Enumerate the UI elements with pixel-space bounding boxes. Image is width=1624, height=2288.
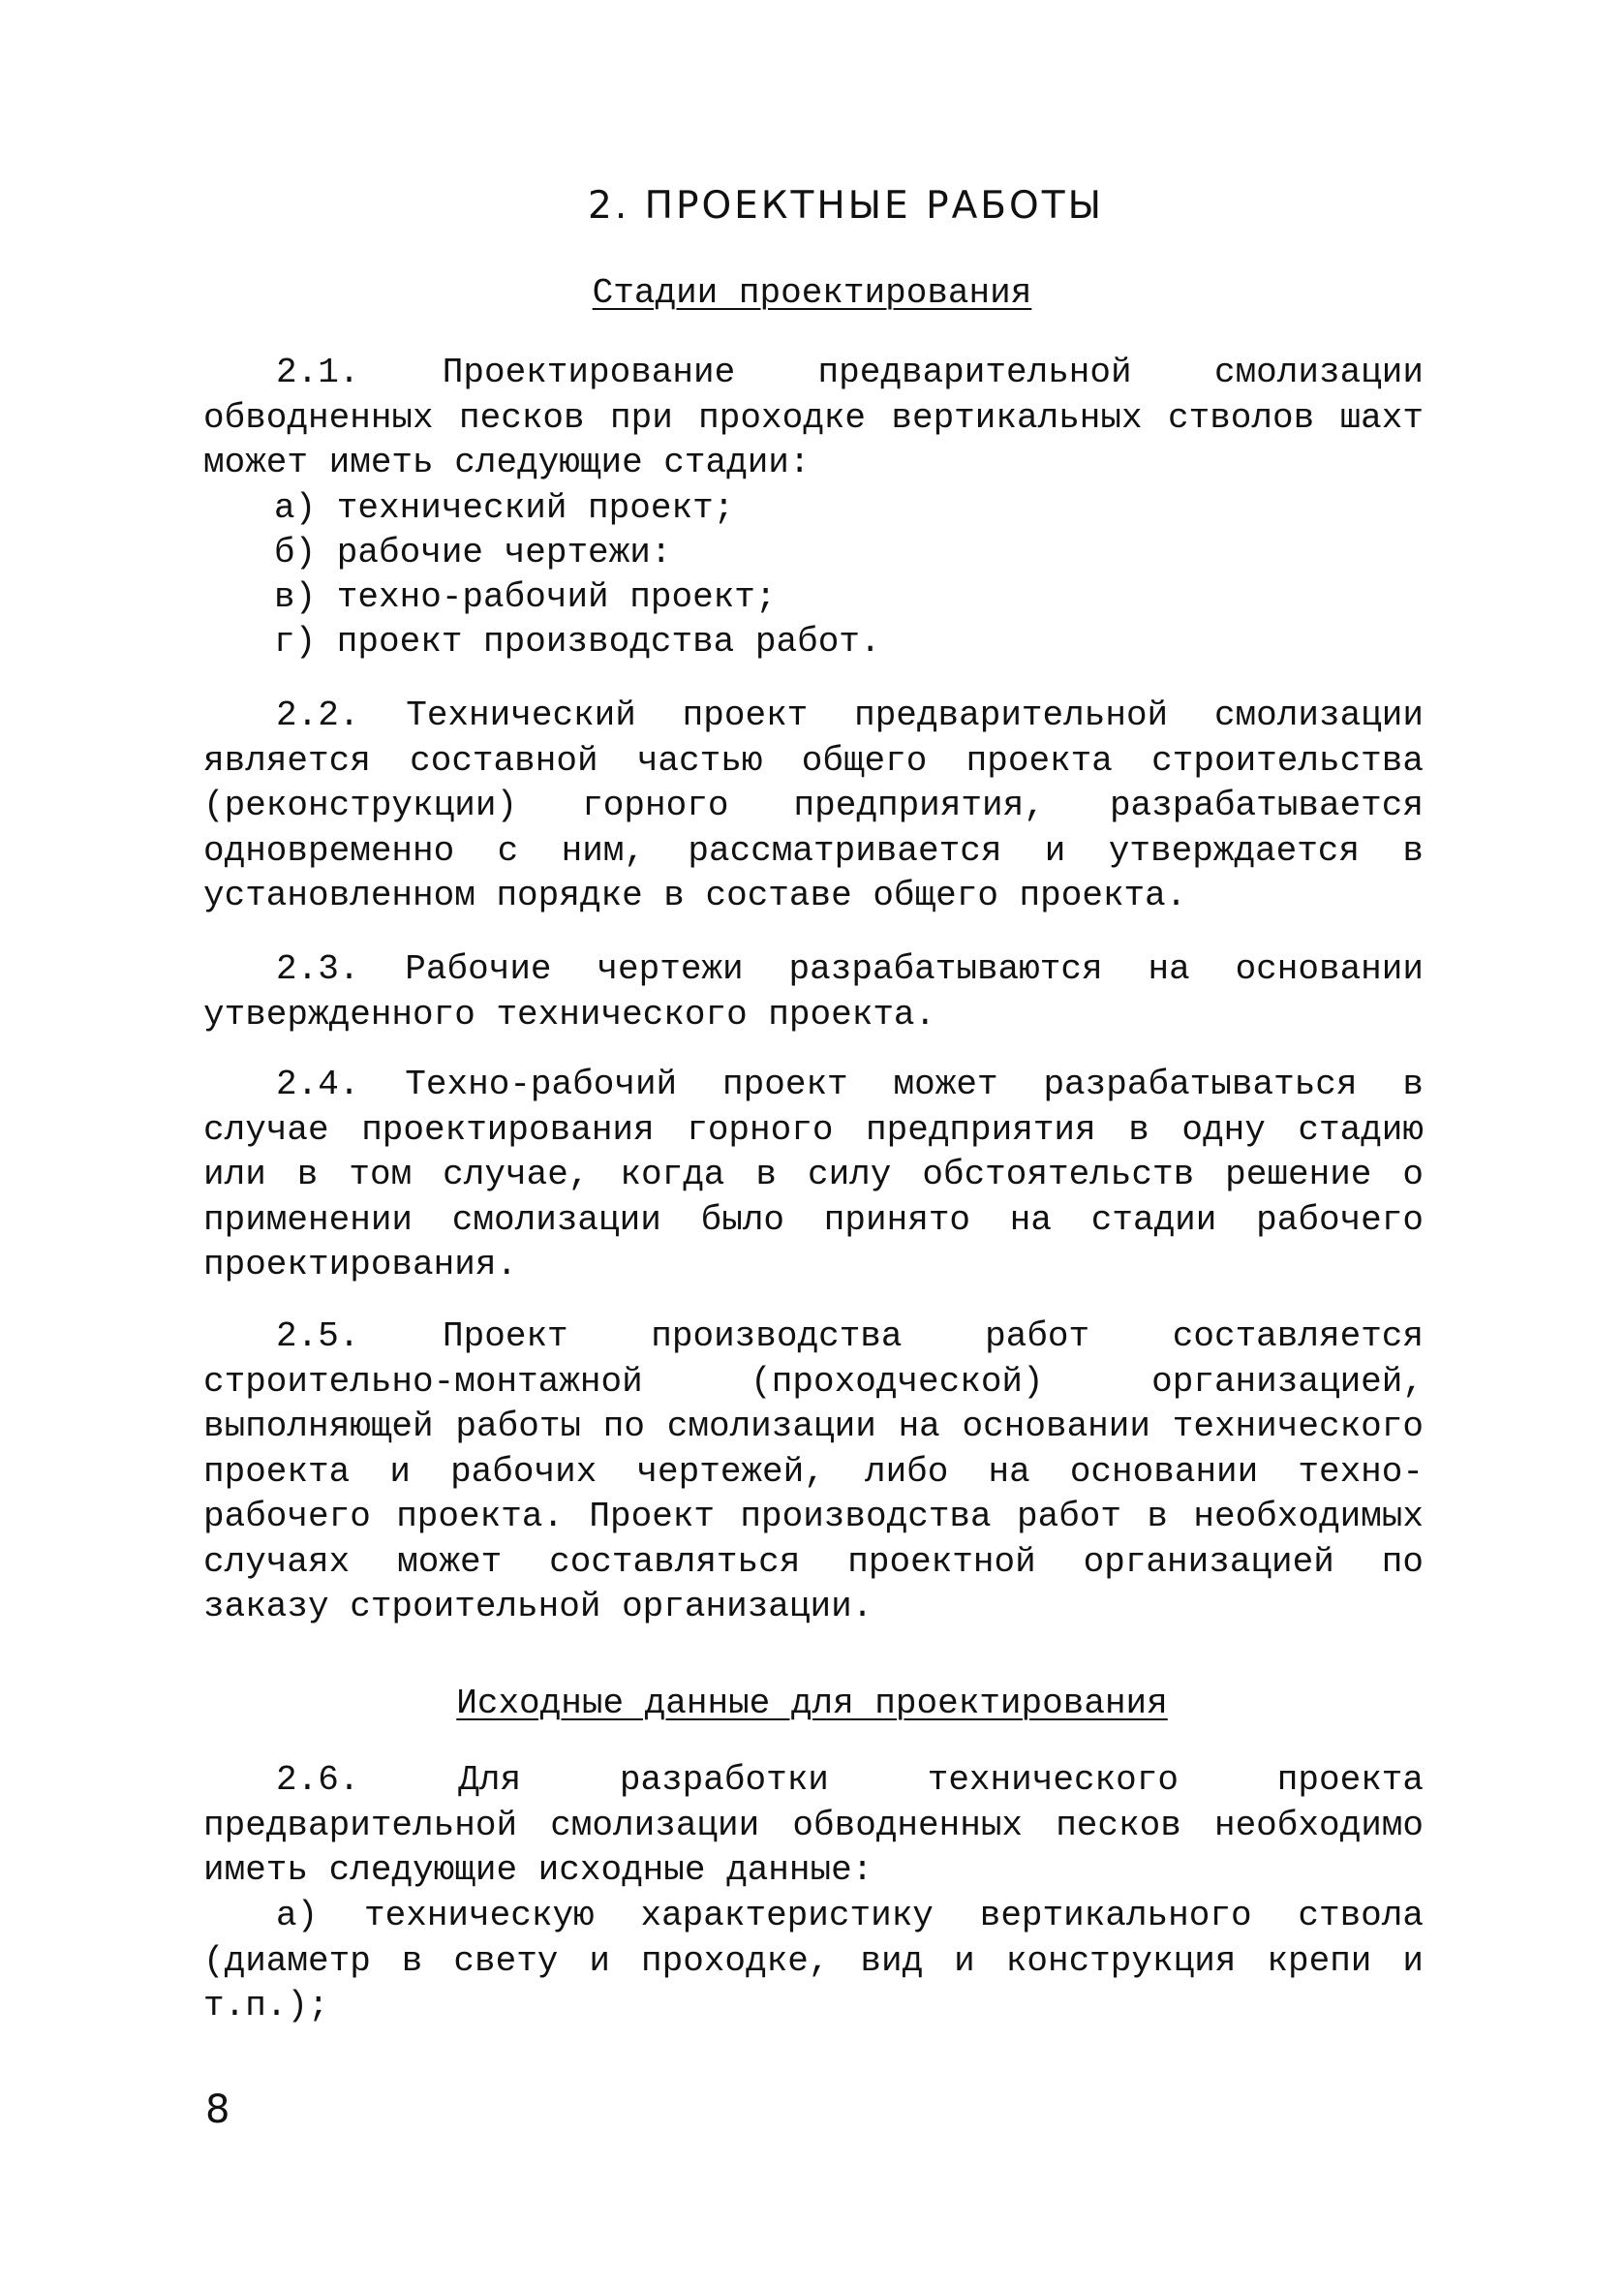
section-heading-initial-data-text: Исходные данные для проектирования xyxy=(456,1684,1168,1723)
paragraph-2-5: 2.5. Проект производства работ составляется строительно-монтажной (проходческой) организацией, выполняющей работы по смолизации на основании технического проекта и рабочих чертежей, либо на основании техно-рабочего проекта. Проект производства работ в необходимых случаях может составляться проектной организацией по заказу строительной организации. xyxy=(203,1316,1424,1626)
list-item: в) техно-рабочий проект; xyxy=(274,577,777,617)
page-number: 8 xyxy=(205,2087,230,2132)
list-item: б) рабочие чертежи: xyxy=(274,533,672,572)
section-heading-design-stages xyxy=(0,273,1624,313)
section-heading-initial-data xyxy=(0,1684,1624,1723)
section-heading-design-stages-text: Стадии проектирования xyxy=(592,273,1032,313)
list-item: г) проект производства работ. xyxy=(274,622,881,662)
list-item: а) технический проект; xyxy=(274,488,735,528)
page-title: 2. ПРОЕКТНЫЕ РАБОТЫ xyxy=(588,184,1104,228)
paragraph-2-4: 2.4. Техно-рабочий проект может разрабатываться в случае проектирования горного предприятия в одну стадию или в том случае, когда в силу обстоятельств решение о применении смолизации было принято на стадии рабочего проектирования. xyxy=(203,1065,1424,1284)
paragraph-2-6: 2.6. Для разработки технического проекта предварительной смолизации обводненных песков необходимо иметь следующие исходные данные: xyxy=(203,1760,1424,1890)
paragraph-2-1: 2.1. Проектирование предварительной смолизации обводненных песков при проходке вертикальных стволов шахт может иметь следующие стадии: xyxy=(203,353,1424,482)
paragraph-2-2: 2.2. Технический проект предварительной смолизации является составной частью общего проекта строительства (реконструкции) горного предприятия, разрабатывается одновременно с ним, рассматривается и утверждается в установленном порядке в составе общего проекта. xyxy=(203,696,1424,915)
paragraph-2-6-a: а) техническую характеристику вертикального ствола (диаметр в свету и проходке, вид и конструкция крепи и т.п.); xyxy=(203,1896,1424,2025)
paragraph-2-3: 2.3. Рабочие чертежи разрабатываются на основании утвержденного технического проекта. xyxy=(203,949,1424,1035)
